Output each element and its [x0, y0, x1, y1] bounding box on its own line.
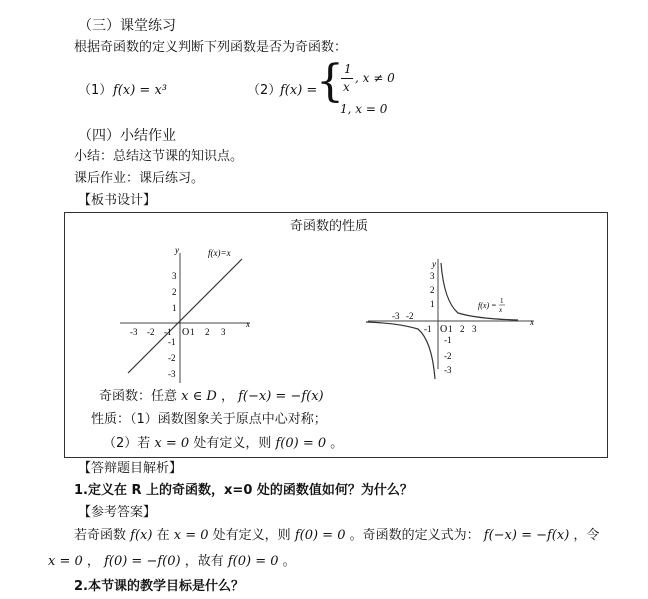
ans2-d: ，故有 [184, 554, 224, 569]
property-1: 性质：（1）函数图象关于原点中心对称； [91, 412, 327, 427]
homework-text: 课后作业：课后练习。 [74, 171, 205, 186]
ans2-c: f(0) = −f(0) [104, 554, 181, 569]
property-2-d: f(0) = 0 [275, 436, 327, 451]
graph2-curve-label-num: 1 [500, 297, 504, 305]
graph1-tick-y1: 1 [172, 303, 177, 313]
graph2-tick-x1: 1 [448, 324, 453, 334]
graph2-tick-y2: 2 [430, 285, 435, 295]
graph-odd-linear [120, 245, 250, 383]
definition-separator: ， [220, 389, 234, 404]
graph2-curve-pos [441, 263, 518, 320]
graph1-tick-y3: 3 [172, 271, 177, 281]
answer-line-2 [48, 553, 296, 571]
board-heading: 【板书设计】 [78, 193, 157, 208]
ans2-e: f(0) = 0 [227, 554, 279, 569]
graph2-tick-x2: 2 [460, 324, 465, 334]
definition-prefix: 奇函数：任意 [99, 389, 178, 404]
ex2-case2: 1, x = 0 [340, 102, 388, 116]
graph2-tick-yn1: -1 [444, 335, 452, 345]
graph2-tick-x3: 3 [472, 324, 477, 334]
ans-h: f(−x) = −f(x) [483, 528, 570, 543]
graph2-tick-yn2: -2 [444, 351, 452, 361]
ans-c: 在 [156, 528, 170, 543]
section3-instruction: 根据奇函数的定义判断下列函数是否为奇函数： [74, 40, 348, 55]
ans-f: f(0) = 0 [294, 528, 346, 543]
definition-formula: f(−x) = −f(x) [238, 389, 324, 404]
section4-heading: （四）小结作业 [78, 128, 176, 144]
ans-a: 若奇函数 [74, 528, 127, 543]
property-2-b: x = 0 [154, 436, 190, 451]
graph2-tick-xn2: -2 [406, 311, 414, 321]
ans2-a: x = 0 [48, 554, 83, 569]
definition-line [99, 388, 324, 406]
ans-e: 处有定义，则 [212, 528, 291, 543]
graph1-x-label: x [246, 319, 250, 329]
ex2-label: （2） [247, 83, 282, 98]
ans-d: x = 0 [173, 528, 209, 543]
graph2-tick-xn3: -3 [392, 311, 400, 321]
graph1-origin: O [182, 327, 190, 338]
graph1-tick-y2: 2 [172, 287, 177, 297]
graph2-origin: O [440, 324, 448, 335]
section3-heading: （三）课堂练习 [78, 18, 176, 34]
graph1-line [128, 259, 242, 373]
property-2 [103, 435, 343, 453]
graph1-curve-label: f(x)=x [208, 248, 231, 258]
ans-b: f(x) [130, 528, 153, 543]
ans-g: 。奇函数的定义式为： [349, 528, 480, 543]
board-title: 奇函数的性质 [290, 219, 369, 234]
ans2-f: 。 [282, 554, 296, 569]
ex2-lhs: f(x) = [280, 83, 318, 98]
graph2-tick-xn1: -1 [424, 324, 432, 334]
answer-heading: 【参考答案】 [78, 505, 157, 520]
graph2-tick-y1: 1 [430, 299, 435, 309]
graph1-tick-yn3: -3 [168, 369, 176, 379]
analysis-heading: 【答辩题目解析】 [78, 461, 183, 476]
ex2-brace: { [316, 56, 344, 107]
answer-line-1 [74, 527, 599, 545]
ex2-case1-den: x [343, 80, 350, 94]
graph1-tick-x2: 2 [205, 327, 210, 337]
question-2: 2.本节课的教学目标是什么？ [74, 579, 244, 594]
ex2-case1-cond: , x ≠ 0 [355, 71, 395, 85]
graph1-tick-x1: 1 [190, 327, 195, 337]
graph2-x-label: x [530, 317, 534, 327]
graph-odd-reciprocal [366, 259, 534, 379]
definition-condition: x ∈ D [181, 389, 217, 404]
graph1-tick-x3: 3 [221, 327, 226, 337]
graph1-tick-xn3: -3 [130, 327, 138, 337]
property-2-a: （2）若 [103, 436, 151, 451]
graph1-tick-yn1: -1 [168, 337, 176, 347]
graph1-tick-yn2: -2 [168, 353, 176, 363]
ans2-b: ， [86, 554, 100, 569]
graph2-curve-label: f(x) = [478, 301, 497, 310]
ans-i: ，令 [573, 528, 600, 543]
graph1-tick-xn1: -1 [164, 327, 172, 337]
property-2-c: 处有定义，则 [193, 436, 272, 451]
ex2-case1-num: 1 [344, 62, 352, 76]
summary-text: 小结：总结这节课的知识点。 [74, 149, 244, 164]
board-design-box [64, 212, 608, 458]
graph2-y-label: y [432, 259, 436, 269]
graph1-tick-xn2: -2 [147, 327, 155, 337]
graph2-curve-label-den: x [499, 306, 503, 314]
ex1-formula: f(x) = x³ [113, 83, 167, 98]
graph1-y-label: y [175, 245, 179, 255]
graph2-tick-y3: 3 [430, 271, 435, 281]
graph2-tick-yn3: -3 [444, 365, 452, 375]
property-2-e: 。 [330, 436, 344, 451]
question-1: 1.定义在 R 上的奇函数，x=0 处的函数值如何？为什么？ [74, 483, 413, 498]
ex1-label: （1） [78, 83, 113, 98]
